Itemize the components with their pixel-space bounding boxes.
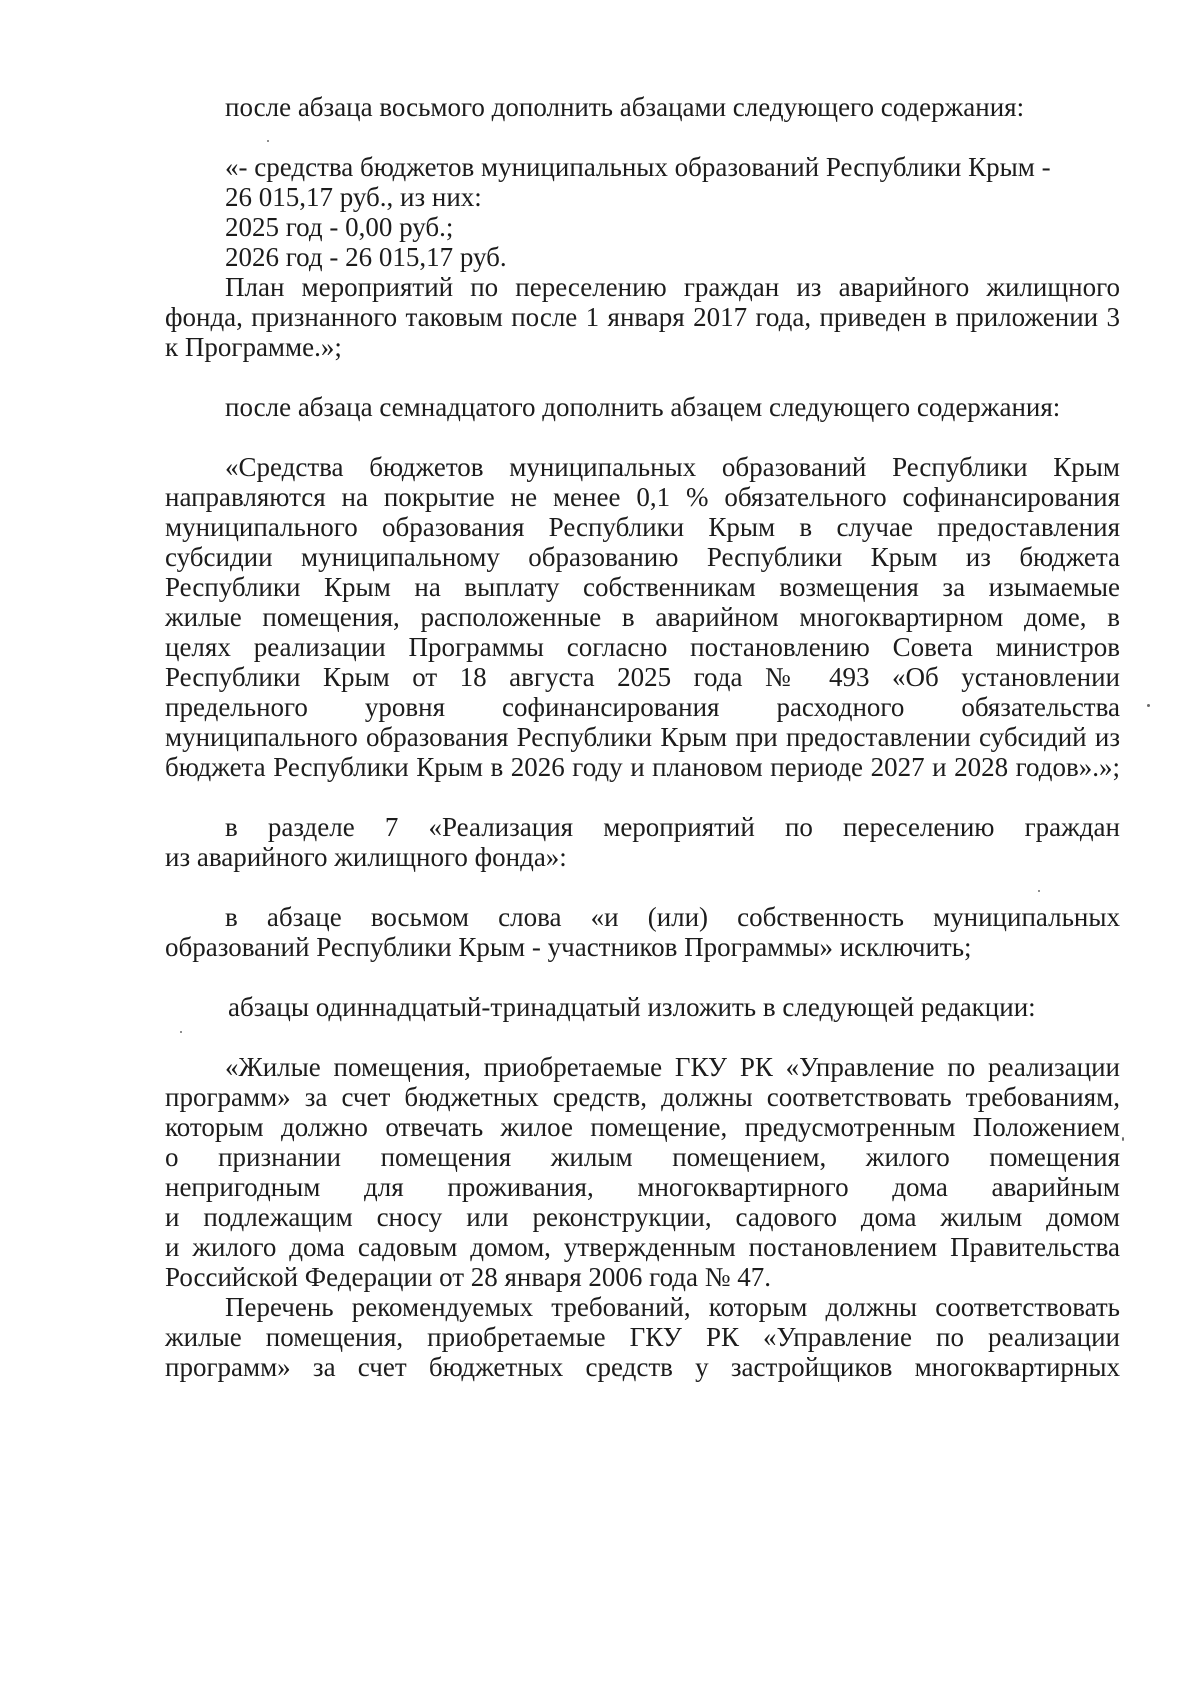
doc-line: предельного уровня софинансирования расходного обязательства xyxy=(165,692,1120,722)
doc-line: и подлежащим сносу или реконструкции, садового дома жилым домом xyxy=(165,1202,1120,1232)
doc-line: программ» за счет бюджетных средств, должны соответствовать требованиям, xyxy=(165,1082,1120,1112)
doc-line: Перечень рекомендуемых требований, которым должны соответствовать xyxy=(225,1292,1120,1322)
doc-line: абзацы одиннадцатый-тринадцатый изложить в следующей редакции: xyxy=(228,992,1036,1022)
doc-line: 2026 год - 26 015,17 руб. xyxy=(225,242,507,272)
doc-line: к Программе.»; xyxy=(165,332,342,362)
doc-line: 26 015,17 руб., из них: xyxy=(225,182,482,212)
scan-speck xyxy=(1038,890,1040,892)
scan-speck xyxy=(1122,1137,1124,1141)
doc-line: программ» за счет бюджетных средств у застройщиков многоквартирных xyxy=(165,1352,1120,1382)
doc-line: муниципального образования Республики Крым при предоставлении субсидий из xyxy=(165,722,1120,752)
doc-line: которым должно отвечать жилое помещение, предусмотренным Положением xyxy=(165,1112,1120,1142)
scan-speck xyxy=(267,140,269,142)
doc-line: «- средства бюджетов муниципальных образований Республики Крым - xyxy=(225,152,1051,182)
doc-line: бюджета Республики Крым в 2026 году и плановом периоде 2027 и 2028 годов».»; xyxy=(165,752,1120,782)
doc-line: жилые помещения, расположенные в аварийном многоквартирном доме, в xyxy=(165,602,1120,632)
scan-speck xyxy=(180,1031,182,1033)
scan-speck xyxy=(1147,704,1150,707)
doc-line: после абзаца семнадцатого дополнить абзацем следующего содержания: xyxy=(225,392,1061,422)
doc-line: и жилого дома садовым домом, утвержденным постановлением Правительства xyxy=(165,1232,1120,1262)
doc-line: субсидии муниципальному образованию Республики Крым из бюджета xyxy=(165,542,1120,572)
doc-line: из аварийного жилищного фонда»: xyxy=(165,842,567,872)
doc-line: непригодным для проживания, многоквартирного дома аварийным xyxy=(165,1172,1120,1202)
doc-line: Республики Крым на выплату собственникам возмещения за изымаемые xyxy=(165,572,1120,602)
doc-line: направляются на покрытие не менее 0,1 % обязательного софинансирования xyxy=(165,482,1120,512)
doc-line: целях реализации Программы согласно постановлению Совета министров xyxy=(165,632,1120,662)
doc-line: «Жилые помещения, приобретаемые ГКУ РК «Управление по реализации xyxy=(225,1052,1120,1082)
doc-line: о признании помещения жилым помещением, жилого помещения xyxy=(165,1142,1120,1172)
doc-line: в разделе 7 «Реализация мероприятий по переселению граждан xyxy=(225,812,1120,842)
doc-line: Республики Крым от 18 августа 2025 года № 493 «Об установлении xyxy=(165,662,1120,692)
doc-line: образований Республики Крым - участников Программы» исключить; xyxy=(165,932,972,962)
doc-line: жилые помещения, приобретаемые ГКУ РК «Управление по реализации xyxy=(165,1322,1120,1352)
doc-line: 2025 год - 0,00 руб.; xyxy=(225,212,454,242)
doc-line: муниципального образования Республики Крым в случае предоставления xyxy=(165,512,1120,542)
doc-line: Российской Федерации от 28 января 2006 года № 47. xyxy=(165,1262,772,1292)
doc-line: в абзаце восьмом слова «и (или) собственность муниципальных xyxy=(225,902,1120,932)
doc-line: План мероприятий по переселению граждан из аварийного жилищного xyxy=(225,272,1120,302)
doc-line: фонда, признанного таковым после 1 января 2017 года, приведен в приложении 3 xyxy=(165,302,1120,332)
doc-line: после абзаца восьмого дополнить абзацами следующего содержания: xyxy=(225,92,1025,122)
doc-line: «Средства бюджетов муниципальных образований Республики Крым xyxy=(225,452,1120,482)
